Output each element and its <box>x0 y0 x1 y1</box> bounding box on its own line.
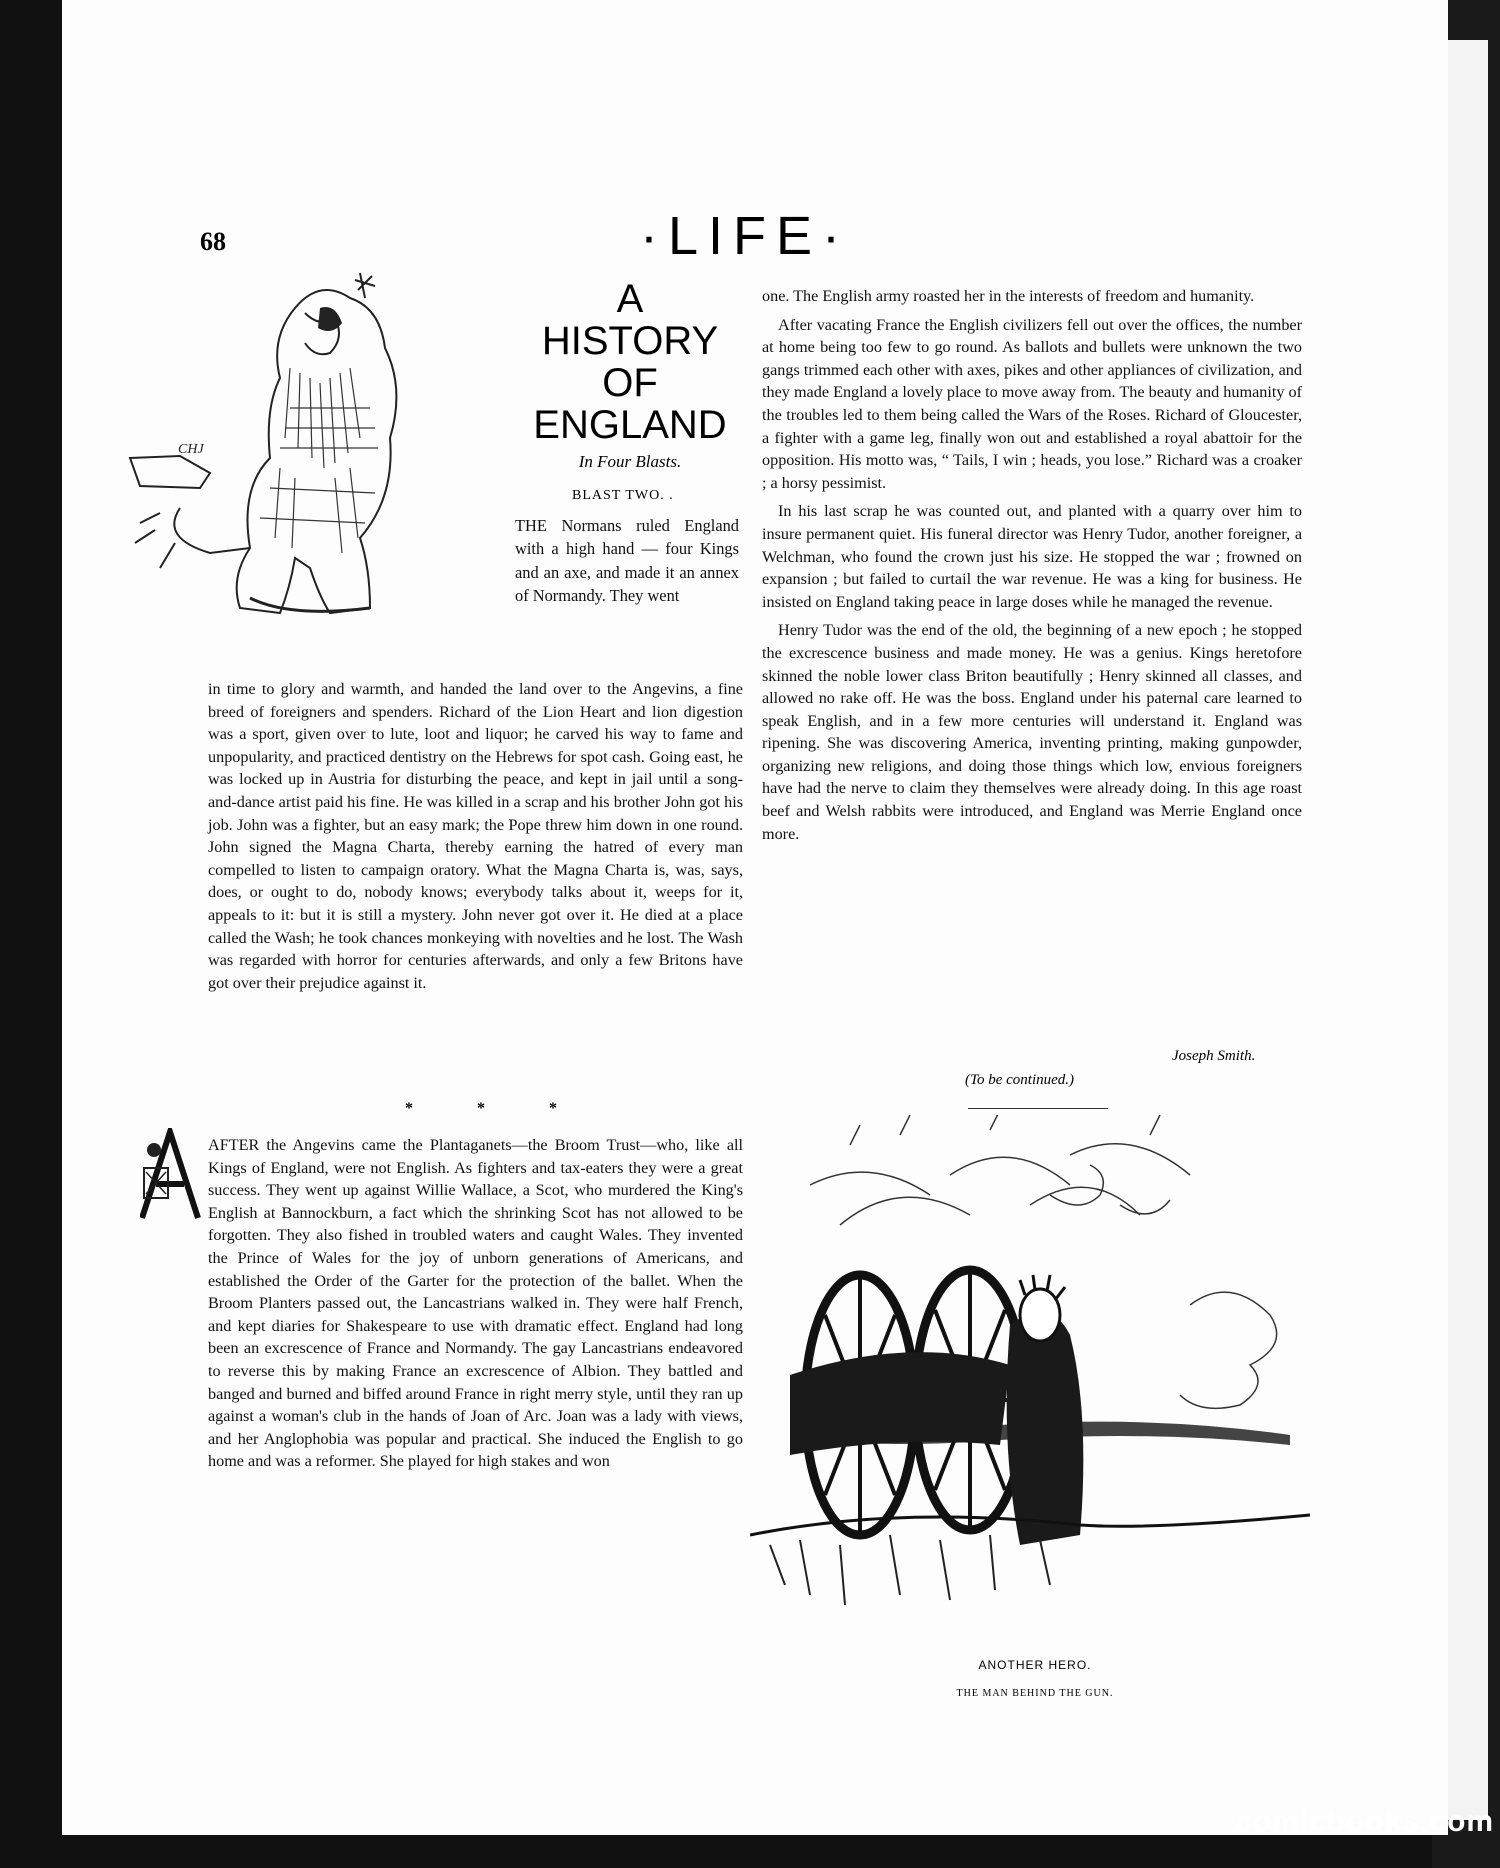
page-number: 68 <box>200 227 226 256</box>
masthead <box>200 205 1320 275</box>
title-line: ENGLAND <box>533 403 727 447</box>
separator: * * * <box>405 1100 587 1117</box>
site-watermark: comicbooks.com <box>1235 1805 1495 1838</box>
article-title <box>520 278 740 472</box>
continued-note: (To be continued.) <box>965 1072 1075 1088</box>
paragraph: In his last scrap he was counted out, and planted with a quarry over him to insure permanent quiet. His funeral director was Henry Tudor, another foreigner, a Welchman, who found the crown just his size. He stopped the war ; frowned on expansion ; but failed to curtail the war revenue. He was a king for business. He insisted on England taking peace in large doses while he managed the revenue. <box>762 502 1302 611</box>
title-line: A <box>616 277 644 321</box>
intro-narrow-text <box>515 514 739 608</box>
paragraph: AFTER the Angevins came the Plantaganets—the Broom Trust—who, like all Kings of England, were not English. As fighters and tax-eaters they were a great success. They went up against Willie Wallace, a Scot, who murdered the King's English at Bannockburn, a fact which the shrinking Scot has not allowed to be forgotten. They also fished in troubled waters and caught Wales. They invented the Prince of Wales for the joy of unborn generations of Americans, and established the Order of the Garter for the protection of the ballet. When the Broom Planters passed out, the Lancastrians walked in. They were half French, and kept diaries for Shakespeare to use with dramatic effect. England had long been an excrescence of France and Normandy. The gay Lancastrians endeavored to reverse this by making France an excrescence of Albion. They battled and banged and burned and biffed around France in right merry style, until they ran up against a woman's club in the hands of Joan of Arc. Joan was a lady with views, and her Anglophobia was popular and practical. She induced the English to go home and was a reformer. She played for high stakes and won <box>208 1136 743 1471</box>
left-column-text <box>208 678 743 994</box>
left-lower-column-text <box>208 1134 743 1473</box>
article-subtitle: In Four Blasts. <box>578 452 682 471</box>
right-column-text <box>762 285 1302 851</box>
lion-illustration <box>120 268 450 648</box>
cartoon-subcaption: THE MAN BEHIND THE GUN. <box>956 1688 1114 1699</box>
divider-rule <box>968 1108 1108 1109</box>
title-line: HISTORY <box>541 319 719 363</box>
section-heading: BLAST TWO. . <box>572 488 674 503</box>
cartoon-caption: ANOTHER HERO. <box>978 1658 1092 1672</box>
adjacent-page-edge <box>1448 40 1488 1820</box>
magazine-title: ·LIFE· <box>640 206 851 266</box>
intro-text: THE Normans ruled England with a high hand — four Kings and an axe, and made it an annex of Normandy. They went <box>515 516 739 606</box>
paragraph: After vacating France the English civilizers fell out over the offices, the number at home being too few to go round. As ballots and bullets were unknown the two gangs trimmed each other with axes, pikes and other appliances of civilization, and they made England a lovely place to move away from. The beauty and humanity of the troubles led to them being called the Wars of the Roses. Richard of Gloucester, a fighter with a game leg, finally won out and established a royal abattoir for the opposition. His motto was, “ Tails, I win ; heads, you lose.” Richard was a croaker ; a horsy pessimist. <box>762 315 1302 492</box>
author-byline: Joseph Smith. <box>1172 1048 1256 1064</box>
paragraph: one. The English army roasted her in the interests of freedom and humanity. <box>762 287 1255 305</box>
paragraph: in time to glory and warmth, and handed the land over to the Angevins, a fine breed of foreigners and spenders. Richard of the Lion Heart and lion digestion was a sport, given over to lute, loot and liquor; he carved his way to fame and unpopularity, and practiced dentistry on the Hebrews for spot cash. Going east, he was locked up in Austria for disturbing the peace, and kept in jail until a song-and-dance artist paid his fine. He was killed in a scrap and his brother John got his job. John was a fighter, but an easy mark; the Pope threw him down in one round. John signed the Magna Charta, thereby earning the hatred of every man compelled to listen to campaign oratory. What the Magna Charta is, was, says, does, or ought to do, nobody knows; everybody talks about it, weeps for it, appeals to it: but it is still a mystery. John never got over it. He died at a place called the Wash; he took chances monkeying with novelties and he lost. The Wash was regarded with horror for centuries afterwards, and only a few Britons have got over their prejudice against it. <box>208 680 743 992</box>
cannon-cartoon <box>750 1115 1310 1635</box>
artist-signature: CHJ <box>178 442 204 457</box>
paragraph: Henry Tudor was the end of the old, the beginning of a new epoch ; he stopped the excrescence business and made money. He was a genius. Kings heretofore skinned the noble lower class Briton beautifully ; Henry skinned all classes, and allowed no rake off. He was the boss. England under his paternal care learned to speak English, and in a few more centuries will understand it. England was ripening. She was discovering America, inventing printing, making gunpowder, organizing new religions, and doing those things which low, envious foreigners have had the nerve to claim they themselves were already doing. In this age roast beef and Welsh rabbits were introduced, and England was Merrie England once more. <box>762 621 1302 843</box>
title-line: OF <box>602 361 658 405</box>
decorative-drop-cap <box>140 1128 202 1220</box>
